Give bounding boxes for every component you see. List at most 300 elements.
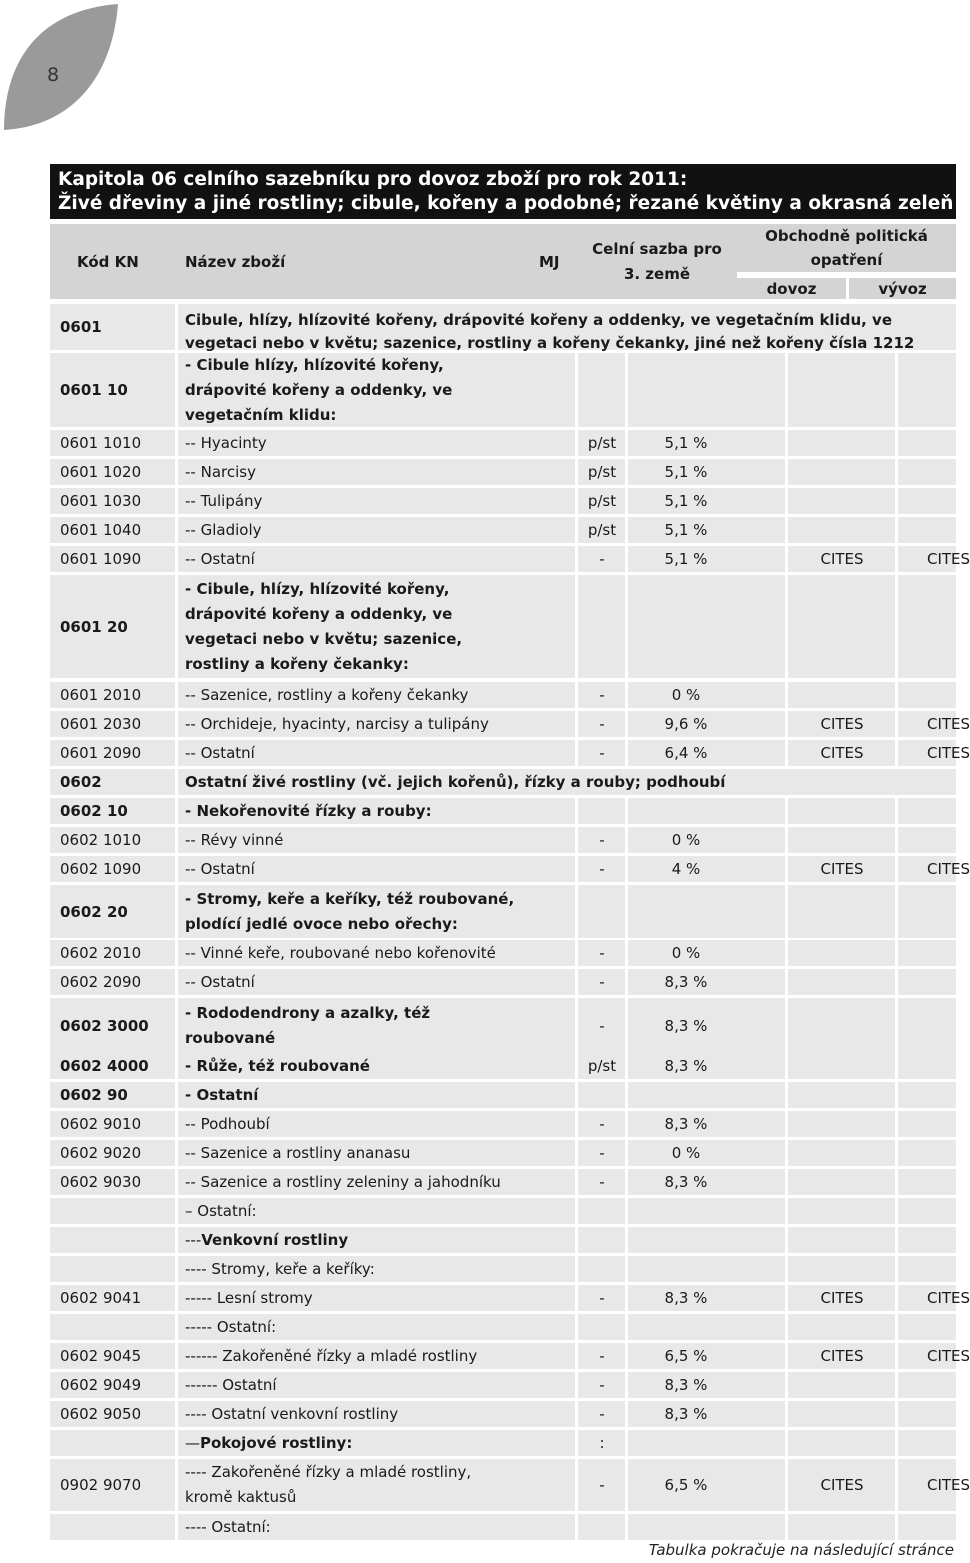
row-export-measure: [897, 1198, 956, 1224]
row-duty-rate: [627, 798, 787, 824]
row-import-measure: [787, 459, 897, 485]
header-code: Kód KN: [50, 224, 177, 299]
row-duty-rate: 9,6 %: [627, 711, 787, 737]
row-duty-rate: 5,1 %: [627, 488, 787, 514]
row-export-measure: [897, 1514, 956, 1540]
column-separator: [895, 517, 898, 543]
column-separator: [575, 682, 578, 708]
row-name: ----- Ostatní:: [177, 1314, 577, 1340]
row-name: ----- Lesní stromy: [177, 1285, 577, 1311]
row-code: [50, 1198, 177, 1224]
row-unit: -: [577, 1140, 627, 1166]
column-separator: [175, 740, 178, 766]
row-code: [50, 1514, 177, 1540]
row-name: Cibule, hlízy, hlízovité kořeny, drápovité kořeny a oddenky, ve vegetačním klidu, ve vegetaci nebo v květu; sazenice, rostliny a kořeny čekanky, jiné než kořeny čísla 1212: [177, 304, 956, 350]
column-separator: [575, 1343, 578, 1369]
table-row: [50, 798, 956, 824]
column-separator: [625, 517, 628, 543]
column-separator: [895, 1430, 898, 1456]
row-import-measure: [787, 488, 897, 514]
row-unit: -: [577, 1459, 627, 1511]
column-separator: [625, 1459, 628, 1511]
row-unit: -: [577, 856, 627, 882]
column-separator: [175, 1198, 178, 1224]
column-separator: [895, 740, 898, 766]
column-separator: [575, 353, 578, 427]
table-row: [50, 1343, 970, 1369]
row-duty-rate: [627, 1227, 787, 1253]
table-row: [50, 969, 956, 995]
column-separator: [785, 856, 788, 882]
column-separator: [895, 998, 898, 1053]
row-export-measure: CITES: [897, 1343, 956, 1369]
column-separator: [575, 969, 578, 995]
row-import-measure: [787, 1514, 897, 1540]
table-row: [50, 769, 956, 795]
column-separator: [175, 1372, 178, 1398]
row-export-measure: [897, 1053, 956, 1079]
column-separator: [175, 1285, 178, 1311]
column-separator: [625, 856, 628, 882]
column-separator: [575, 1140, 578, 1166]
column-separator: [625, 546, 628, 572]
column-separator: [895, 856, 898, 882]
row-unit: -: [577, 1169, 627, 1195]
row-export-measure: [897, 1430, 956, 1456]
row-export-measure: [897, 459, 956, 485]
column-separator: [785, 1514, 788, 1540]
column-separator: [625, 1227, 628, 1253]
column-separator: [625, 1256, 628, 1282]
row-unit: [577, 353, 627, 427]
row-export-measure: [897, 940, 956, 966]
column-separator: [785, 1169, 788, 1195]
table-row: [50, 353, 956, 427]
row-export-measure: [897, 575, 956, 678]
row-duty-rate: 0 %: [627, 827, 787, 853]
row-code: 0602 3000: [50, 998, 177, 1053]
table-row: [50, 827, 956, 853]
table-row: [50, 546, 970, 572]
column-separator: [785, 827, 788, 853]
row-duty-rate: [627, 1314, 787, 1340]
row-code: 0601 2010: [50, 682, 177, 708]
column-separator: [175, 1053, 178, 1079]
row-import-measure: [787, 969, 897, 995]
column-separator: [175, 1082, 178, 1108]
column-separator: [175, 546, 178, 572]
table-row: [50, 998, 956, 1053]
row-name: -- Hyacinty: [177, 430, 577, 456]
header-mj: MJ: [539, 252, 560, 271]
row-unit: p/st: [577, 517, 627, 543]
row-unit: [577, 1514, 627, 1540]
column-separator: [895, 1082, 898, 1108]
row-export-measure: CITES: [897, 856, 956, 882]
column-separator: [785, 1198, 788, 1224]
row-unit: -: [577, 1343, 627, 1369]
header-rate: Celní sazba pro 3. země: [577, 224, 737, 299]
table-row: [50, 1514, 956, 1540]
row-export-measure: [897, 1314, 956, 1340]
table-row: [50, 711, 970, 737]
column-separator: [785, 353, 788, 427]
row-import-measure: [787, 940, 897, 966]
row-export-measure: [897, 1169, 956, 1195]
row-unit: -: [577, 1372, 627, 1398]
row-duty-rate: 5,1 %: [627, 517, 787, 543]
row-import-measure: [787, 682, 897, 708]
row-import-measure: CITES: [787, 711, 897, 737]
row-code: 0602 9041: [50, 1285, 177, 1311]
row-import-measure: [787, 1256, 897, 1282]
column-separator: [785, 1314, 788, 1340]
row-duty-rate: [627, 1430, 787, 1456]
row-duty-rate: 8,3 %: [627, 969, 787, 995]
row-duty-rate: 4 %: [627, 856, 787, 882]
column-separator: [625, 1082, 628, 1108]
column-separator: [175, 711, 178, 737]
table-row: [50, 940, 956, 966]
column-separator: [895, 1314, 898, 1340]
column-separator: [625, 1514, 628, 1540]
row-name: – Ostatní:: [177, 1198, 577, 1224]
column-separator: [895, 546, 898, 572]
row-duty-rate: 5,1 %: [627, 546, 787, 572]
column-separator: [895, 1514, 898, 1540]
column-separator: [175, 1514, 178, 1540]
row-code: 0601 1030: [50, 488, 177, 514]
row-export-measure: [897, 353, 956, 427]
row-code: 0601 1090: [50, 546, 177, 572]
row-unit: [577, 1314, 627, 1340]
row-duty-rate: 8,3 %: [627, 1401, 787, 1427]
column-separator: [175, 304, 178, 350]
row-import-measure: [787, 827, 897, 853]
column-separator: [895, 969, 898, 995]
column-separator: [625, 1430, 628, 1456]
column-separator: [575, 1459, 578, 1511]
column-separator: [575, 1256, 578, 1282]
row-name: -- Révy vinné: [177, 827, 577, 853]
row-code: [50, 1314, 177, 1340]
column-separator: [175, 1314, 178, 1340]
column-separator: [625, 885, 628, 938]
column-separator: [625, 682, 628, 708]
row-name: -- Sazenice, rostliny a kořeny čekanky: [177, 682, 577, 708]
table-row: [50, 304, 956, 350]
column-separator: [175, 1401, 178, 1427]
row-name: - Ostatní: [177, 1082, 577, 1108]
row-import-measure: [787, 1430, 897, 1456]
row-code: 0602 1090: [50, 856, 177, 882]
row-import-measure: CITES: [787, 1285, 897, 1311]
row-name: -- Ostatní: [177, 546, 577, 572]
row-duty-rate: 8,3 %: [627, 1169, 787, 1195]
column-separator: [785, 1053, 788, 1079]
table-row: [50, 430, 956, 456]
column-separator: [575, 827, 578, 853]
row-code: 0602 4000: [50, 1053, 177, 1079]
column-separator: [895, 1053, 898, 1079]
row-duty-rate: [627, 353, 787, 427]
column-separator: [575, 1082, 578, 1108]
table-row: [50, 856, 970, 882]
header-name: Název zboží MJ: [177, 224, 577, 299]
chapter-title: [50, 164, 956, 219]
row-code: 0601 1010: [50, 430, 177, 456]
column-separator: [575, 1401, 578, 1427]
row-export-measure: [897, 969, 956, 995]
row-unit: :: [577, 1430, 627, 1456]
column-separator: [625, 827, 628, 853]
column-separator: [625, 740, 628, 766]
row-duty-rate: [627, 1256, 787, 1282]
row-import-measure: [787, 1140, 897, 1166]
table-row: [50, 1169, 956, 1195]
page-number: 8: [47, 64, 60, 86]
row-import-measure: CITES: [787, 546, 897, 572]
column-separator: [575, 1372, 578, 1398]
row-export-measure: [897, 488, 956, 514]
column-separator: [785, 1430, 788, 1456]
row-unit: -: [577, 711, 627, 737]
row-code: [50, 1430, 177, 1456]
column-separator: [175, 969, 178, 995]
column-separator: [625, 1169, 628, 1195]
column-separator: [575, 885, 578, 938]
row-code: 0602 9049: [50, 1372, 177, 1398]
row-unit: -: [577, 969, 627, 995]
column-separator: [575, 711, 578, 737]
column-separator: [575, 575, 578, 678]
table-row: [50, 575, 956, 678]
row-name: -- Orchideje, hyacinty, narcisy a tulipány: [177, 711, 577, 737]
column-separator: [575, 1314, 578, 1340]
column-separator: [895, 1140, 898, 1166]
column-separator: [625, 1111, 628, 1137]
header-import: dovoz: [737, 275, 846, 299]
row-code: 0602 90: [50, 1082, 177, 1108]
row-unit: [577, 1227, 627, 1253]
column-separator: [785, 430, 788, 456]
row-import-measure: [787, 1314, 897, 1340]
row-name: ------ Zakořeněné řízky a mladé rostliny: [177, 1343, 577, 1369]
row-export-measure: [897, 1256, 956, 1282]
row-unit: p/st: [577, 430, 627, 456]
column-separator: [785, 575, 788, 678]
column-separator: [175, 459, 178, 485]
column-separator: [175, 856, 178, 882]
column-separator: [625, 1053, 628, 1079]
row-name: - Rododendrony a azalky, též roubované: [177, 998, 577, 1053]
row-name: -- Narcisy: [177, 459, 577, 485]
column-separator: [895, 682, 898, 708]
column-separator: [785, 1459, 788, 1511]
row-code: [50, 1256, 177, 1282]
row-import-measure: CITES: [787, 856, 897, 882]
column-separator: [575, 1198, 578, 1224]
column-separator: [625, 1401, 628, 1427]
row-export-measure: CITES: [897, 546, 956, 572]
column-separator: [625, 998, 628, 1053]
row-code: 0602 2010: [50, 940, 177, 966]
table-row: [50, 1111, 956, 1137]
column-separator: [175, 885, 178, 938]
row-name: --- Venkovní rostliny: [177, 1227, 577, 1253]
row-import-measure: [787, 885, 897, 938]
column-separator: [895, 1372, 898, 1398]
row-unit: p/st: [577, 488, 627, 514]
row-import-measure: CITES: [787, 740, 897, 766]
row-code: 0601 10: [50, 353, 177, 427]
column-separator: [575, 1514, 578, 1540]
column-separator: [625, 711, 628, 737]
column-separator: [575, 856, 578, 882]
chapter-title-line2: Živé dřeviny a jiné rostliny; cibule, kořeny a podobné; řezané květiny a okrasná zeleň: [58, 193, 954, 214]
row-duty-rate: 0 %: [627, 682, 787, 708]
column-separator: [175, 1111, 178, 1137]
row-duty-rate: 0 %: [627, 1140, 787, 1166]
row-import-measure: [787, 575, 897, 678]
table-row: [50, 1314, 956, 1340]
column-separator: [785, 1343, 788, 1369]
row-name: - Stromy, keře a keříky, též roubované, plodící jedlé ovoce nebo ořechy:: [177, 885, 577, 938]
row-name: -- Ostatní: [177, 969, 577, 995]
column-separator: [575, 430, 578, 456]
row-code: 0602 1010: [50, 827, 177, 853]
column-separator: [785, 885, 788, 938]
leaf-decoration: [0, 0, 120, 135]
column-separator: [575, 940, 578, 966]
row-export-measure: [897, 1401, 956, 1427]
table-row: [50, 1227, 956, 1253]
row-name: -- Ostatní: [177, 856, 577, 882]
row-code: 0602 9045: [50, 1343, 177, 1369]
row-duty-rate: [627, 1198, 787, 1224]
header-measures: Obchodně politická opatření: [737, 224, 956, 272]
column-separator: [175, 1227, 178, 1253]
row-unit: -: [577, 1111, 627, 1137]
table-row: [50, 1372, 956, 1398]
row-duty-rate: 8,3 %: [627, 1053, 787, 1079]
continuation-note: Tabulka pokračuje na následující stránce: [648, 1541, 954, 1559]
column-separator: [625, 353, 628, 427]
column-separator: [895, 1169, 898, 1195]
column-separator: [895, 1343, 898, 1369]
row-duty-rate: [627, 885, 787, 938]
row-name: - Cibule hlízy, hlízovité kořeny, drápovité kořeny a oddenky, ve vegetačním klidu:: [177, 353, 577, 427]
row-name: -- Sazenice a rostliny zeleniny a jahodníku: [177, 1169, 577, 1195]
column-separator: [785, 1256, 788, 1282]
row-unit: -: [577, 740, 627, 766]
row-unit: [577, 885, 627, 938]
row-export-measure: [897, 682, 956, 708]
row-unit: [577, 1082, 627, 1108]
row-import-measure: [787, 353, 897, 427]
table-row: [50, 1459, 970, 1511]
row-duty-rate: 0 %: [627, 940, 787, 966]
row-name: -- Tulipány: [177, 488, 577, 514]
column-separator: [895, 1111, 898, 1137]
row-import-measure: [787, 1082, 897, 1108]
column-separator: [575, 1053, 578, 1079]
row-name: - Cibule, hlízy, hlízovité kořeny, drápovité kořeny a oddenky, ve vegetaci nebo v květu; sazenice, rostliny a kořeny čekanky:: [177, 575, 577, 678]
column-separator: [785, 1140, 788, 1166]
column-separator: [575, 998, 578, 1053]
column-separator: [175, 1459, 178, 1511]
row-import-measure: [787, 517, 897, 543]
row-code: 0602 10: [50, 798, 177, 824]
row-export-measure: CITES: [897, 1459, 956, 1511]
row-name: -- Podhoubí: [177, 1111, 577, 1137]
row-name: - Růže, též roubované: [177, 1053, 577, 1079]
column-separator: [175, 430, 178, 456]
row-export-measure: CITES: [897, 711, 956, 737]
row-import-measure: [787, 1169, 897, 1195]
column-separator: [175, 353, 178, 427]
row-unit: -: [577, 546, 627, 572]
column-separator: [175, 1140, 178, 1166]
column-separator: [785, 940, 788, 966]
row-unit: -: [577, 1401, 627, 1427]
column-separator: [785, 546, 788, 572]
table-row: [50, 1430, 956, 1456]
row-import-measure: [787, 1372, 897, 1398]
column-separator: [575, 1169, 578, 1195]
column-separator: [575, 1430, 578, 1456]
column-separator: [625, 1343, 628, 1369]
column-separator: [785, 711, 788, 737]
row-unit: -: [577, 998, 627, 1053]
row-export-measure: [897, 998, 956, 1053]
column-separator: [625, 1372, 628, 1398]
row-code: 0602 9050: [50, 1401, 177, 1427]
row-export-measure: [897, 885, 956, 938]
column-separator: [895, 575, 898, 678]
row-name: ------ Ostatní: [177, 1372, 577, 1398]
row-unit: -: [577, 682, 627, 708]
row-import-measure: [787, 1198, 897, 1224]
column-separator: [575, 459, 578, 485]
header-export: vývoz: [849, 275, 956, 299]
column-separator: [575, 546, 578, 572]
column-separator: [785, 740, 788, 766]
column-separator: [785, 1082, 788, 1108]
column-separator: [175, 488, 178, 514]
row-code: 0602 2090: [50, 969, 177, 995]
row-duty-rate: 5,1 %: [627, 430, 787, 456]
row-unit: -: [577, 827, 627, 853]
column-separator: [575, 517, 578, 543]
column-separator: [175, 798, 178, 824]
table-row: [50, 885, 956, 938]
column-separator: [895, 1227, 898, 1253]
column-separator: [175, 827, 178, 853]
row-unit: [577, 798, 627, 824]
row-unit: [577, 1256, 627, 1282]
row-export-measure: CITES: [897, 740, 956, 766]
column-separator: [175, 940, 178, 966]
column-separator: [175, 1256, 178, 1282]
column-separator: [895, 827, 898, 853]
column-separator: [895, 1256, 898, 1282]
row-duty-rate: 8,3 %: [627, 1111, 787, 1137]
table-row: [50, 1285, 970, 1311]
row-name: Ostatní živé rostliny (vč. jejich kořenů), řízky a rouby; podhoubí: [177, 769, 956, 795]
row-unit: [577, 575, 627, 678]
row-export-measure: [897, 1082, 956, 1108]
